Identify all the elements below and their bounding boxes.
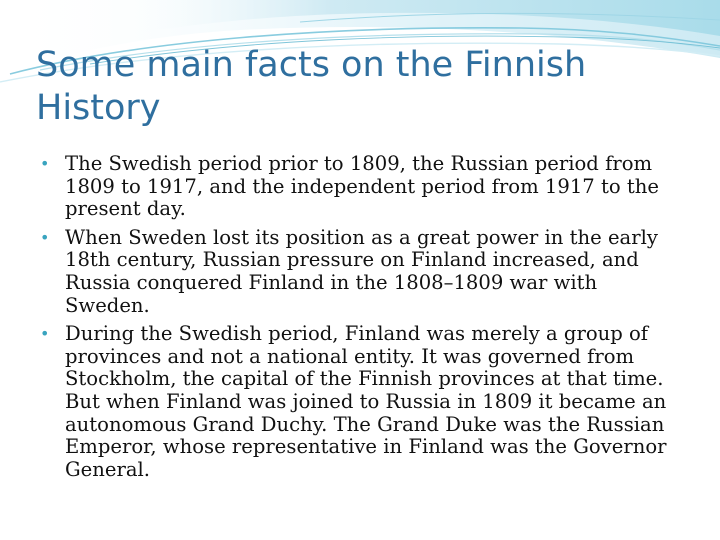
bullet-text: The Swedish period prior to 1809, the Russian period from 1809 to 1917, and the independent period from 1917 to the present day. [65,152,659,221]
bullet-item [38,227,688,317]
slide-title: Some main facts on the Finnish History [36,45,587,128]
bullet-marker-icon: • [40,324,50,344]
bullet-item [38,323,688,481]
bullet-text: When Sweden lost its position as a great power in the early 18th century, Russian pressure on Finland increased, and Russia conquered Finland in the 1808–1809 war with Sweden. [65,225,658,317]
bullet-marker-icon: • [40,154,50,173]
bullet-list [38,153,688,487]
bullet-text: During the Swedish period, Finland was merely a group of provinces and not a national entity. It was governed from Stockholm, the capital of the Finnish provinces at that time. But when Finland was joined to Russia in 1809 it became an autonomous Grand Duchy. The Grand Duke was the Russian Emperor, whose representative in Finland was the Governor General. [65,322,667,481]
bullet-marker-icon: • [40,227,50,247]
bullet-item [38,153,688,221]
